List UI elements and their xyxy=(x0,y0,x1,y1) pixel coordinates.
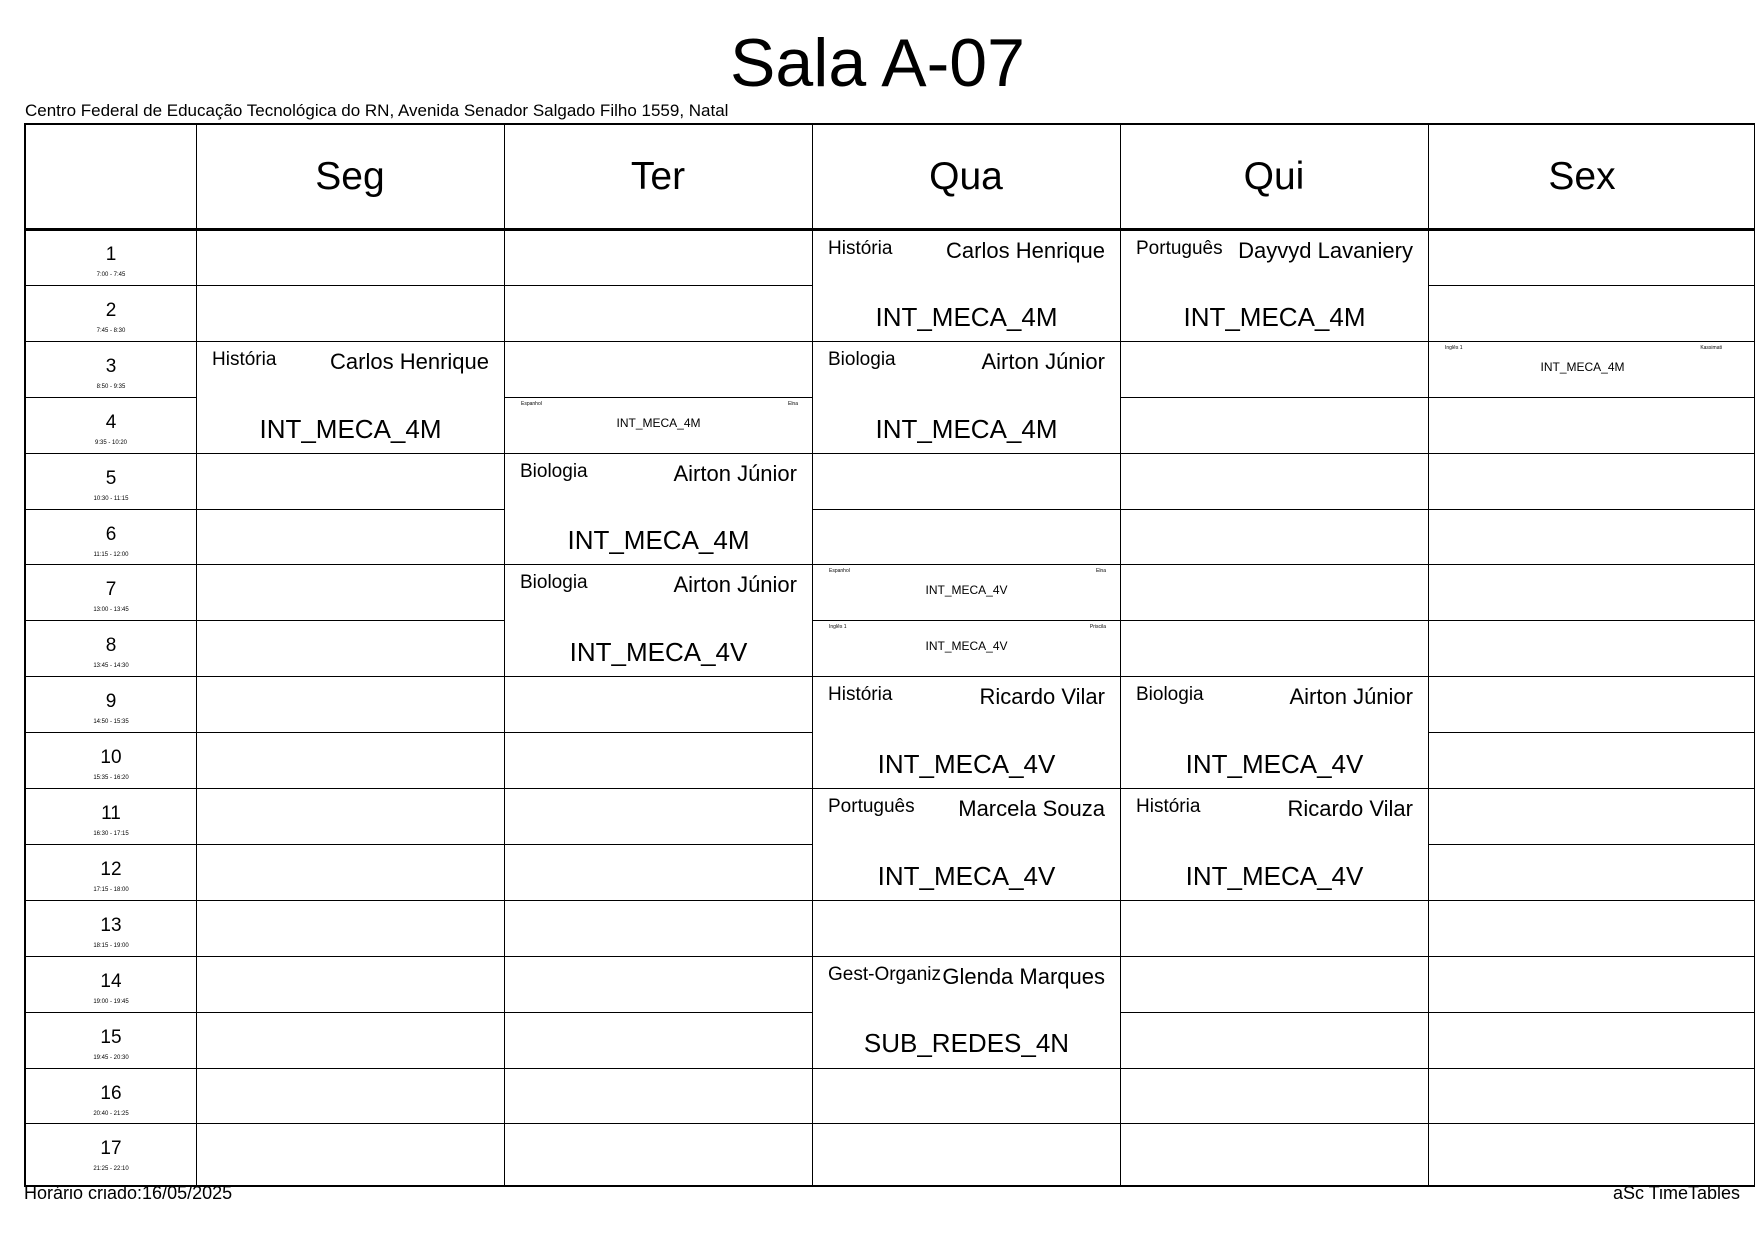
lesson-subject: Biologia xyxy=(828,348,896,370)
period-number: 13 xyxy=(100,914,122,936)
lesson-subject: Inglês 1 xyxy=(1445,344,1463,351)
lesson-class: INT_MECA_4M xyxy=(875,301,1058,332)
lesson-teacher: Airton Júnior xyxy=(1289,684,1413,710)
lesson-class: INT_MECA_4V xyxy=(1185,748,1364,779)
lesson-card[interactable] xyxy=(505,565,812,676)
lesson-subject: História xyxy=(1136,796,1201,817)
lesson-card[interactable] xyxy=(813,789,1120,900)
grid-row-divider xyxy=(26,1123,1754,1124)
period-label xyxy=(26,956,196,1012)
period-time: 13:00 - 13:45 xyxy=(93,607,129,614)
day-header: Seg xyxy=(315,155,385,198)
lesson-class: INT_MECA_4M xyxy=(616,415,701,430)
lesson-subject: Gest-Organiz xyxy=(828,963,941,985)
period-time: 7:00 - 7:45 xyxy=(96,272,126,278)
lesson-subject: Português xyxy=(1136,238,1223,259)
period-time: 15:35 - 16:20 xyxy=(93,775,129,782)
created-date: Horário criado:16/05/2025 xyxy=(24,1183,233,1203)
lesson-teacher: Airton Júnior xyxy=(981,348,1105,374)
period-label xyxy=(26,564,196,620)
period-time: 19:45 - 20:30 xyxy=(93,1054,129,1061)
grid-row-divider xyxy=(26,509,1754,510)
period-number: 16 xyxy=(100,1082,122,1104)
lesson-subject: Biologia xyxy=(520,572,588,594)
lesson-card[interactable] xyxy=(1121,789,1428,900)
lesson-teacher: Airton Júnior xyxy=(673,572,797,598)
period-time: 10:30 - 11:15 xyxy=(93,495,129,502)
lesson-card[interactable] xyxy=(813,231,1120,341)
period-time: 17:15 - 18:00 xyxy=(93,886,129,893)
period-number: 7 xyxy=(105,579,117,601)
lesson-card[interactable] xyxy=(813,621,1120,676)
period-label xyxy=(26,453,196,509)
lesson-subject: Espanhol xyxy=(521,400,542,407)
period-time: 14:50 - 15:35 xyxy=(93,719,129,726)
period-number: 9 xyxy=(105,691,117,713)
lesson-class: INT_MECA_4V xyxy=(877,860,1056,891)
period-number: 6 xyxy=(105,523,117,545)
lesson-class: INT_MECA_4M xyxy=(259,413,442,444)
period-number: 8 xyxy=(105,635,117,657)
grid-row-divider xyxy=(26,1068,1754,1069)
lesson-teacher: Carlos Henrique xyxy=(330,348,489,374)
lesson-teacher: Ricardo Vilar xyxy=(1287,796,1413,821)
period-label xyxy=(26,1068,196,1124)
period-label xyxy=(26,397,196,453)
period-time: 11:15 - 12:00 xyxy=(93,551,129,558)
lesson-card[interactable] xyxy=(505,398,812,453)
lesson-class: INT_MECA_4V xyxy=(1185,860,1364,891)
lesson-subject: Biologia xyxy=(520,460,588,482)
grid-row-divider xyxy=(26,900,1754,901)
lesson-card[interactable] xyxy=(813,342,1120,453)
lesson-class: INT_MECA_4M xyxy=(875,413,1058,444)
day-header: Qua xyxy=(929,155,1003,198)
lesson-card[interactable] xyxy=(1121,677,1428,788)
period-number: 14 xyxy=(100,970,122,992)
period-number: 5 xyxy=(105,467,117,489)
lesson-card[interactable] xyxy=(1121,231,1428,341)
period-label xyxy=(26,844,196,900)
lesson-subject: Português xyxy=(828,796,915,817)
lesson-subject: Inglês 1 xyxy=(829,624,847,631)
lesson-card[interactable] xyxy=(813,677,1120,788)
lesson-teacher: Dayvyd Lavaniery xyxy=(1238,238,1413,263)
lesson-subject: Biologia xyxy=(1136,684,1204,706)
day-header: Sex xyxy=(1548,155,1616,198)
lesson-class: INT_MECA_4M xyxy=(567,525,750,556)
period-time: 16:30 - 17:15 xyxy=(93,831,129,837)
period-time: 21:25 - 22:10 xyxy=(93,1166,129,1173)
lesson-teacher: Kassimati xyxy=(1700,344,1722,351)
lesson-class: SUB_REDES_4N xyxy=(863,1028,1070,1059)
day-header: Ter xyxy=(630,155,686,198)
period-number: 2 xyxy=(105,299,117,321)
period-time: 9:35 - 10:20 xyxy=(94,439,128,446)
lesson-card[interactable] xyxy=(197,342,504,453)
lesson-class: INT_MECA_4V xyxy=(925,639,1008,654)
period-time: 19:00 - 19:45 xyxy=(93,998,129,1005)
lesson-class: INT_MECA_4V xyxy=(569,637,748,668)
period-number: 4 xyxy=(105,411,117,433)
period-label xyxy=(26,900,196,956)
lesson-teacher: Marcela Souza xyxy=(958,796,1105,821)
period-label xyxy=(26,732,196,788)
school-address: Centro Federal de Educação Tecnológica do RN, Avenida Senador Salgado Filho 1559, Natal xyxy=(25,101,729,120)
period-number: 15 xyxy=(100,1026,122,1048)
lesson-subject: História xyxy=(828,238,893,259)
period-label xyxy=(26,341,196,397)
period-number: 3 xyxy=(105,355,117,377)
lesson-subject: Espanhol xyxy=(829,568,850,575)
period-time: 8:50 - 9:35 xyxy=(96,383,126,390)
lesson-teacher: Glenda Marques xyxy=(942,963,1105,989)
period-label xyxy=(26,1123,196,1179)
lesson-teacher: Priscila xyxy=(1089,624,1106,631)
lesson-teacher: Airton Júnior xyxy=(673,460,797,486)
period-time: 13:45 - 14:30 xyxy=(93,663,129,670)
period-label xyxy=(26,620,196,676)
lesson-card[interactable] xyxy=(813,565,1120,620)
period-number: 1 xyxy=(105,244,117,265)
period-time: 20:40 - 21:25 xyxy=(93,1110,129,1117)
lesson-teacher: Ricardo Vilar xyxy=(979,684,1105,710)
lesson-card[interactable] xyxy=(813,957,1120,1068)
period-label xyxy=(26,509,196,565)
lesson-teacher: Elna xyxy=(787,400,798,407)
lesson-card[interactable] xyxy=(505,454,812,565)
period-label xyxy=(26,676,196,732)
day-header: Qui xyxy=(1243,155,1305,198)
lesson-teacher: Elna xyxy=(1095,568,1106,575)
period-number: 11 xyxy=(101,803,121,824)
period-number: 17 xyxy=(100,1138,122,1160)
page-title: Sala A-07 xyxy=(730,25,1025,101)
lesson-subject: História xyxy=(828,684,893,706)
period-label xyxy=(26,1012,196,1068)
lesson-class: INT_MECA_4V xyxy=(877,748,1056,779)
lesson-teacher: Carlos Henrique xyxy=(946,238,1105,263)
timetable-grid xyxy=(24,123,1755,1187)
lesson-card[interactable] xyxy=(1429,342,1736,397)
lesson-subject: História xyxy=(212,348,277,370)
period-number: 10 xyxy=(100,747,122,769)
period-number: 12 xyxy=(100,858,122,880)
lesson-class: INT_MECA_4M xyxy=(1183,301,1366,332)
period-label xyxy=(26,788,196,844)
period-label xyxy=(26,229,196,285)
period-label xyxy=(26,285,196,341)
lesson-class: INT_MECA_4V xyxy=(925,583,1008,598)
grid-row-divider xyxy=(26,453,1754,454)
app-brand: aSc TimeTables xyxy=(1612,1183,1740,1203)
lesson-class: INT_MECA_4M xyxy=(1540,359,1625,374)
period-time: 7:45 - 8:30 xyxy=(96,327,126,334)
period-time: 18:15 - 19:00 xyxy=(93,942,129,949)
